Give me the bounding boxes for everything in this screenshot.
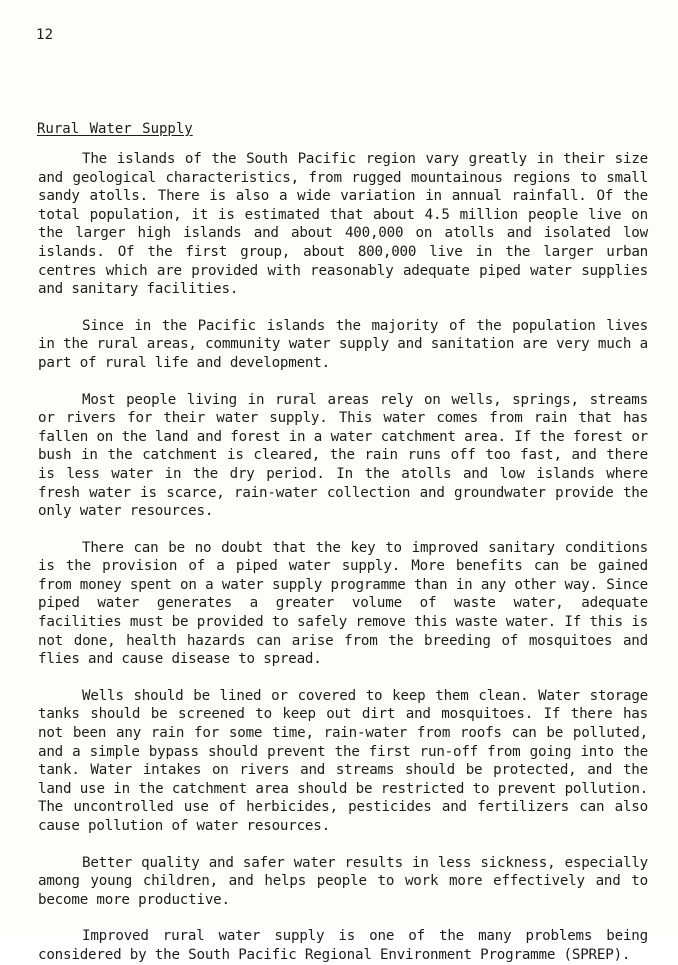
paragraph: Improved rural water supply is one of the many problems being considered by the South Pacific Regional Environment Programme (SPREP). <box>38 928 648 963</box>
paragraph: Most people living in rural areas rely on wells, springs, streams or rivers for their water supply. This water comes from rain that has fallen on the land and forest in a water catchment area. If the forest or bush in the catchment is cleared, the rain runs off too fast, and there is less water in the dry period. In the atolls and low islands where fresh water is scarce, rain-water collection and groundwater provide the only water resources. <box>38 391 648 520</box>
paragraph: Since in the Pacific islands the majority of the population lives in the rural areas, community water supply and sanitation are very much a part of rural life and development. <box>38 317 648 371</box>
page-number: 12 <box>36 27 54 43</box>
paragraph: Wells should be lined or covered to keep them clean. Water storage tanks should be screened to keep out dirt and mosquitoes. If there has not been any rain for some time, rain-water from roofs can be polluted, and a simple bypass should prevent the first run-off from going into the tank. Water intakes on rivers and streams should be protected, and the land use in the catchment area should be restricted to prevent pollution. The uncontrolled use of herbicides, pesticides and fertilizers can also cause pollution of water resources. <box>38 687 648 834</box>
paragraph: There can be no doubt that the key to improved sanitary conditions is the provision of a piped water supply. More benefits can be gained from money spent on a water supply programme than in any other way. Since piped water generates a greater volume of waste water, adequate facilities must be provided to safely remove this waste water. If this is not done, health hazards can arise from the breeding of mosquitoes and flies and cause disease to spread. <box>38 539 648 668</box>
section-heading: Rural Water Supply <box>37 121 193 137</box>
paragraph: The islands of the South Pacific region vary greatly in their size and geological characteristics, from rugged mountainous regions to small sandy atolls. There is also a wide variation in annual rainfall. Of the total population, it is estimated that about 4.5 million people live on the larger high islands and about 400,000 on atolls and isolated low islands. Of the first group, about 800,000 live in the larger urban centres which are provided with reasonably adequate piped water supplies and sanitary facilities. <box>38 151 648 298</box>
body-text <box>38 150 648 965</box>
paragraph: Better quality and safer water results in less sickness, especially among young children, and helps people to work more effectively and to become more productive. <box>38 854 648 908</box>
